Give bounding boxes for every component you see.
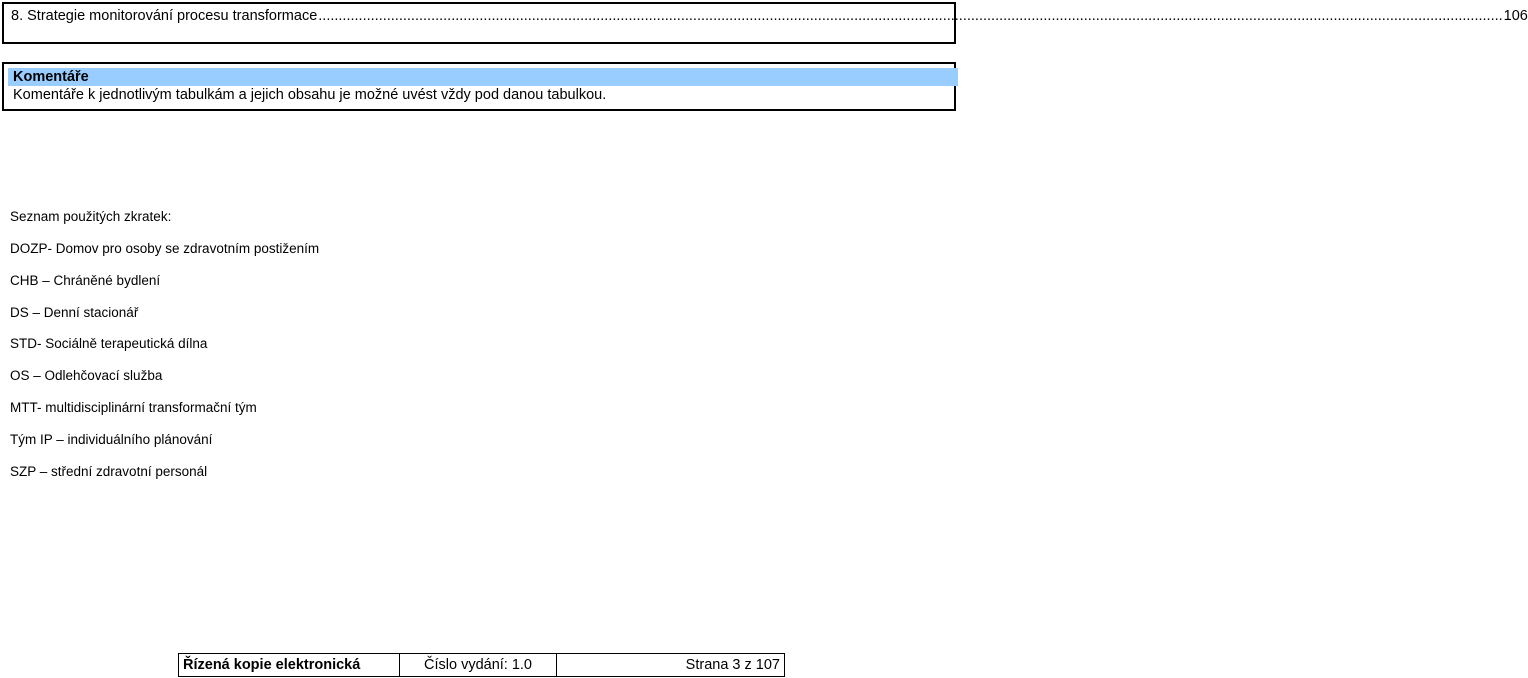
toc-entry-page-number: 106 xyxy=(1503,8,1528,24)
toc-entry-title: 8. Strategie monitorování procesu transformace xyxy=(11,8,318,24)
abbreviation-item: DOZP- Domov pro osoby se zdravotním postižením xyxy=(10,241,320,256)
abbreviation-item: DS – Denní stacionář xyxy=(10,304,139,320)
toc-entry[interactable] xyxy=(11,7,1528,25)
comments-text: Komentáře k jednotlivým tabulkám a jejich obsahu je možné uvést vždy pod danou tabulkou. xyxy=(13,87,607,103)
comments-box xyxy=(2,62,956,111)
abbreviations-section xyxy=(10,208,610,494)
footer-copy-label: Řízená kopie elektronická xyxy=(179,654,400,677)
comments-header: Komentáře xyxy=(8,68,958,86)
toc-box xyxy=(2,2,1528,44)
abbreviation-item: CHB – Chráněné bydlení xyxy=(10,272,161,288)
footer-table xyxy=(178,653,785,677)
abbreviation-item: Tým IP – individuálního plánování xyxy=(10,431,213,447)
abbreviation-item: STD- Sociálně terapeutická dílna xyxy=(10,336,208,352)
abbreviations-heading: Seznam použitých zkratek: xyxy=(10,209,172,224)
abbreviation-item: SZP – střední zdravotní personál xyxy=(10,463,208,479)
abbreviation-item: MTT- multidisciplinární transformační tým xyxy=(10,399,257,415)
footer-row xyxy=(179,654,785,677)
toc-entry-leader-dots: ...................................................................................................................................................................................................................................................................................................... xyxy=(318,8,1503,24)
abbreviation-item: OS – Odlehčovací služba xyxy=(10,368,163,384)
footer-issue-label: Číslo vydání: 1.0 xyxy=(400,654,557,677)
footer-page-label: Strana 3 z 107 xyxy=(557,654,785,677)
